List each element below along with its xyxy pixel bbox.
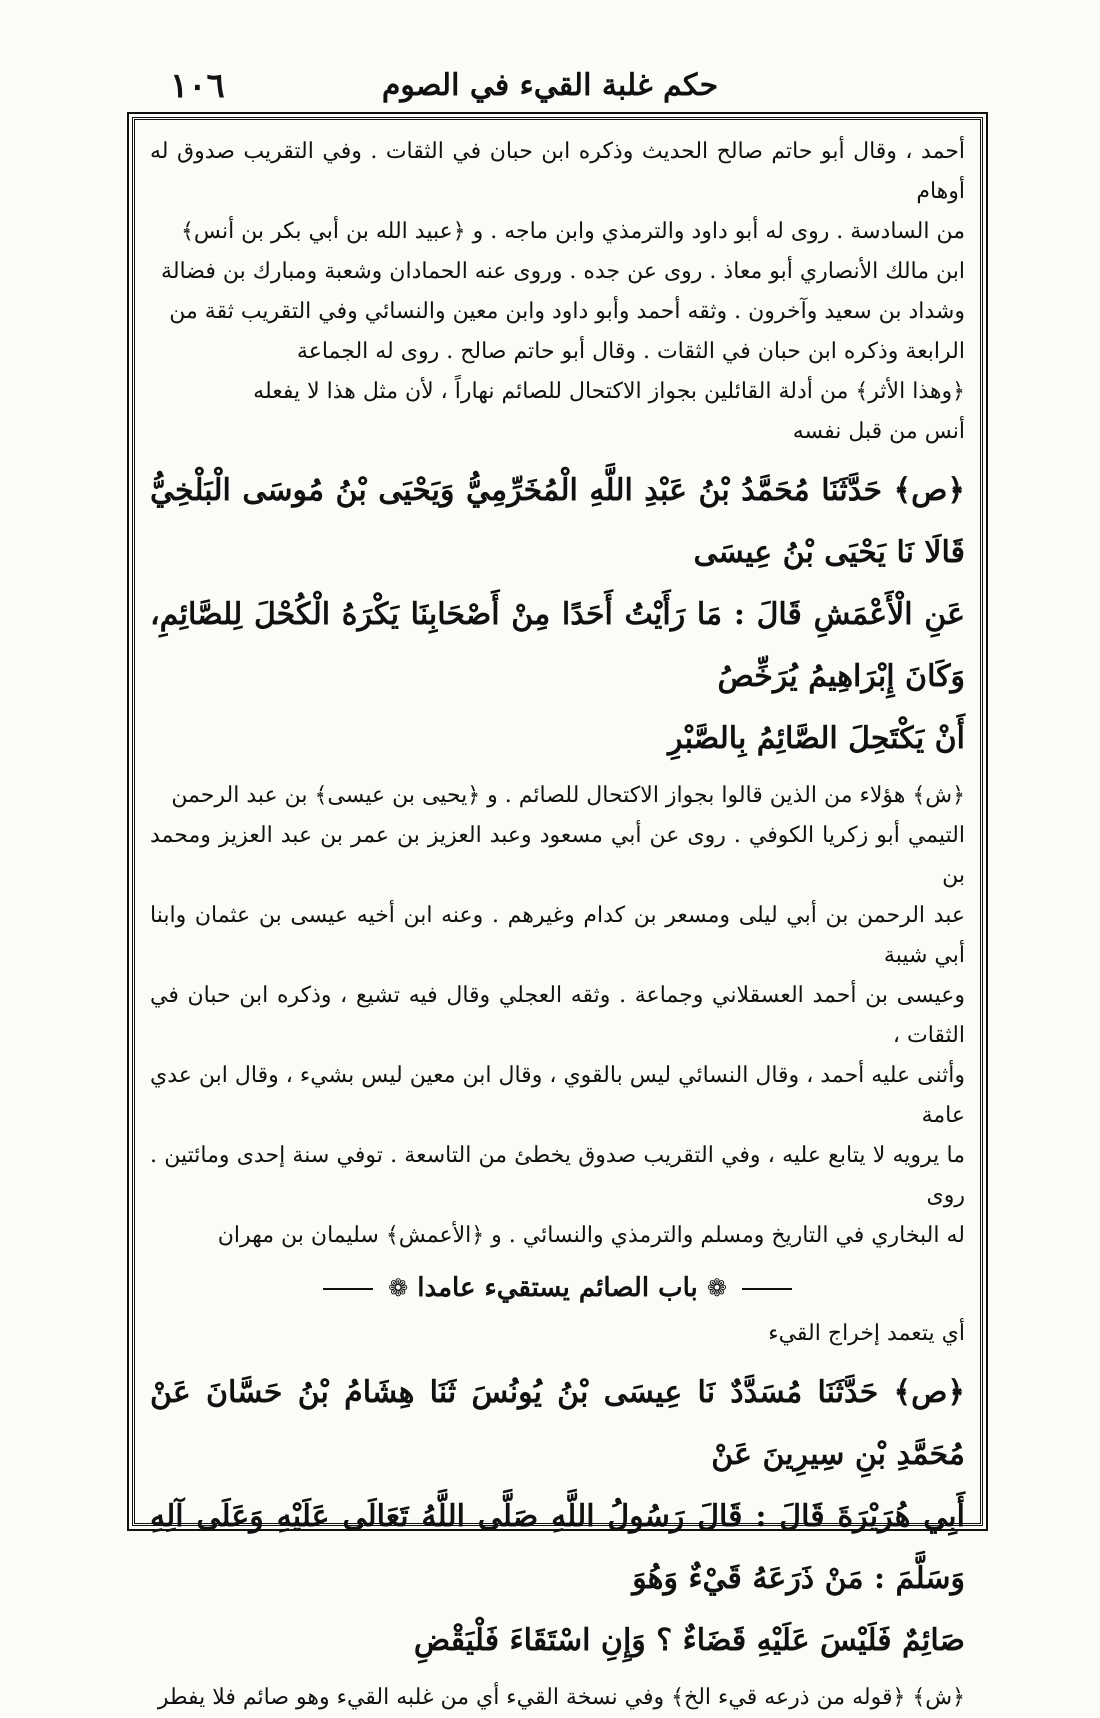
ornament-icon: ❁ <box>706 1274 727 1302</box>
hadith-line: صَائِمٌ فَلَيْسَ عَلَيْهِ قَضَاءٌ ؟ وَإِنِ اسْتَقَاءَ فَلْيَقْضِ <box>413 1623 965 1658</box>
text-line: من السادسة . روى له أبو داود والترمذي وابن ماجه . و ﴿عبيد الله بن أبي بكر بن أنس﴾ <box>181 219 965 244</box>
chapter-gloss: أي يتعمد إخراج القيء <box>768 1321 965 1346</box>
commentary-block-2 <box>150 776 965 1256</box>
hadith-text-2 <box>150 1362 965 1672</box>
commentary-block-1 <box>150 132 965 452</box>
commentary-block-3 <box>150 1678 965 1718</box>
running-head <box>130 66 970 110</box>
text-line: التيمي أبو زكريا الكوفي . روى عن أبي مسعود وعبد العزيز بن عمر بن عبد العزيز ومحمد بن <box>150 823 965 888</box>
hadith-line: أَبِي هُرَيْرَةَ قَالَ : قَالَ رَسُولُ اللَّهِ صَلَّى اللَّهُ تَعَالَى عَلَيْهِ وَعَلَى آلِهِ وَسَلَّمَ : مَنْ ذَرَعَهُ قَيْءٌ وَهُوَ <box>150 1499 965 1596</box>
text-line: وأثنى عليه أحمد ، وقال النسائي ليس بالقوي ، وقال ابن معين ليس بشيء ، وقال ابن عدي عامة <box>150 1063 965 1128</box>
text-line: ما يرويه لا يتابع عليه ، وفي التقريب صدوق يخطئ من التاسعة . توفي سنة إحدى ومائتين . روى <box>150 1143 965 1208</box>
hadith-line: ﴿ص﴾ حَدَّثَنَا مُحَمَّدُ بْنُ عَبْدِ اللَّهِ الْمُخَرِّمِيُّ وَيَحْيَى بْنُ مُوسَى الْبَلْخِيُّ قَالَا نَا يَحْيَى بْنُ عِيسَى <box>150 473 965 570</box>
hadith-line: أَنْ يَكْتَحِلَ الصَّائِمُ بِالصَّبْرِ <box>668 721 965 756</box>
hadith-line: عَنِ الْأَعْمَشِ قَالَ : مَا رَأَيْتُ أَحَدًا مِنْ أَصْحَابِنَا يَكْرَهُ الْكُحْلَ لِلصَّائِمِ، وَكَانَ إِبْرَاهِيمُ يُرَخِّصُ <box>150 597 965 694</box>
text-line: ﴿ش﴾ هؤلاء من الذين قالوا بجواز الاكتحال للصائم . و ﴿يحيى بن عيسى﴾ بن عبد الرحمن <box>171 783 965 808</box>
text-line: أحمد ، وقال أبو حاتم صالح الحديث وذكره ابن حبان في الثقات . وفي التقريب صدوق له أوهام <box>150 139 965 204</box>
chapter-heading <box>150 1266 965 1310</box>
heading-rule <box>742 1288 792 1290</box>
chapter-title: باب الصائم يستقيء عامدا <box>417 1273 698 1303</box>
heading-rule <box>323 1288 373 1290</box>
text-line: وشداد بن سعيد وآخرون . وثقه أحمد وأبو داود وابن معين والنسائي وفي التقريب ثقة من <box>169 299 965 324</box>
text-line: له البخاري في التاريخ ومسلم والترمذي والنسائي . و ﴿الأعمش﴾ سليمان بن مهران <box>217 1223 965 1248</box>
text-line: ﴿ش﴾ ﴿قوله من ذرعه قيء الخ﴾ وفي نسخة القيء أي من غلبه القيء وهو صائم فلا يفطر <box>157 1685 965 1710</box>
text-line: ابن مالك الأنصاري أبو معاذ . روى عن جده . وروى عنه الحمادان وشعبة ومبارك بن فضالة <box>161 259 965 284</box>
hadith-text-1 <box>150 460 965 770</box>
text-line: عبد الرحمن بن أبي ليلى ومسعر بن كدام وغيرهم . وعنه ابن أخيه عيسى بن عثمان وابنا أبي شيبة <box>150 903 965 968</box>
running-title: حكم غلبة القيء في الصوم <box>381 68 719 103</box>
ornament-icon: ❁ <box>388 1274 409 1302</box>
page-number: ١٠٦ <box>170 66 225 106</box>
text-line: ﴿وهذا الأثر﴾ من أدلة القائلين بجواز الاكتحال للصائم نهاراً ، لأن مثل هذا لا يفعله <box>253 379 965 404</box>
hadith-line: ﴿ص﴾ حَدَّثَنَا مُسَدَّدٌ نَا عِيسَى بْنُ يُونُسَ ثَنَا هِشَامُ بْنُ حَسَّانَ عَنْ مُحَمَّدِ بْنِ سِيرِينَ عَنْ <box>150 1375 965 1472</box>
text-line: أنس من قبل نفسه <box>792 419 965 444</box>
main-text <box>150 132 965 1710</box>
text-line: الرابعة وذكره ابن حبان في الثقات . وقال أبو حاتم صالح . روى له الجماعة <box>296 339 965 364</box>
text-line: وعيسى بن أحمد العسقلاني وجماعة . وثقه العجلي وقال فيه تشيع ، وذكره ابن حبان في الثقات ، <box>150 983 965 1048</box>
